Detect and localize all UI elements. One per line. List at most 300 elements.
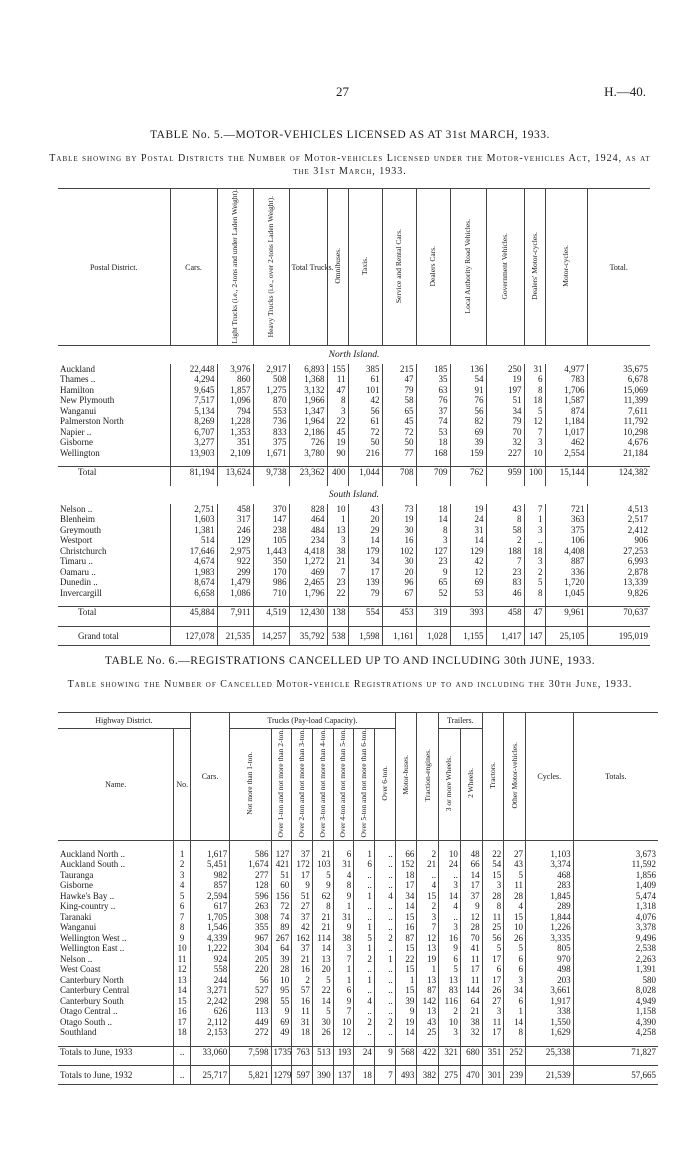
t5-header-omnibuses: Omnibuses.	[332, 248, 342, 285]
cell-value: 4	[439, 901, 461, 912]
cell-value: 1,368	[289, 374, 327, 385]
table-row	[58, 535, 650, 546]
cell-value: 124,382	[587, 467, 650, 478]
cell-value: 25,717	[190, 1066, 229, 1085]
cell-value: 3	[439, 880, 461, 891]
cell-value: 79	[348, 588, 382, 599]
cell-value: 721	[545, 504, 587, 515]
table-row	[58, 1017, 658, 1028]
cell-value: 25	[482, 922, 504, 933]
cell-value: 7	[327, 567, 348, 578]
cell-value: 1	[354, 891, 375, 902]
table-row	[58, 891, 658, 902]
cell-value: 3,132	[289, 385, 327, 396]
spacer-row	[58, 618, 650, 627]
cell-value: 21	[292, 954, 313, 965]
cell-value: 709	[416, 467, 450, 478]
cell-value: 15,069	[587, 385, 650, 396]
row-label: Greymouth	[60, 524, 101, 535]
cell-value: 1,318	[573, 901, 658, 912]
cell-value: 3,976	[217, 364, 253, 375]
cell-value: 453	[382, 607, 416, 618]
t6-header-cycles: Cycles.	[526, 713, 574, 841]
cell-value: 422	[417, 1046, 439, 1057]
cell-value: 3	[439, 922, 461, 933]
cell-value: 4	[374, 891, 395, 902]
cell-value: 34	[486, 406, 524, 417]
cell-value: 18	[524, 395, 545, 406]
cell-value: 2	[354, 1017, 375, 1028]
cell-value: 39	[450, 437, 486, 448]
row-label: Southland	[60, 1027, 97, 1038]
cell-value: 1,587	[545, 395, 587, 406]
cell-value: ..	[354, 912, 375, 923]
cell-value: 1,603	[170, 514, 217, 525]
row-label: Gisborne	[60, 437, 93, 448]
cell-value: 336	[545, 567, 587, 578]
row-label: Otago Central ..	[60, 1006, 118, 1017]
cell-value: 2,242	[190, 996, 229, 1007]
table-row	[58, 922, 658, 933]
table-row	[58, 849, 658, 860]
cell-value: 5	[312, 975, 333, 986]
cell-value: 18	[524, 546, 545, 557]
t6-header-tractors: Tractors.	[487, 761, 497, 789]
row-label: Total	[58, 607, 170, 618]
t5-header-light-trucks: Light Trucks (i.e., 2-tons and under Laden Weight).	[230, 189, 239, 344]
cell-value: 234	[289, 535, 327, 546]
cell-value: 34	[504, 985, 526, 996]
t6-group-trucks: Trucks (Pay-load Capacity).	[230, 713, 396, 729]
cell-value: 857	[190, 880, 229, 891]
cell-value: 10	[327, 504, 348, 515]
total-row-south	[58, 607, 650, 618]
table-row	[58, 364, 650, 375]
cell-value: 10	[333, 1017, 354, 1028]
t5-header-cars: Cars.	[170, 189, 217, 346]
cell-value: 70	[486, 427, 524, 438]
cell-value: 23	[486, 567, 524, 578]
cell-value: 129	[450, 546, 486, 557]
table5-title: TABLE No. 5.—MOTOR-VEHICLES LICENSED AS AT 31st MARCH, 1933.	[150, 129, 550, 141]
cell-value: 2,917	[253, 364, 289, 375]
cell-value: 19	[395, 1017, 417, 1028]
row-number: 16	[174, 1006, 191, 1017]
cell-value: 4,258	[573, 1027, 658, 1038]
cell-value: 95	[271, 985, 292, 996]
cell-value: 982	[190, 870, 229, 881]
cell-value: 14	[395, 901, 417, 912]
cell-value: 1,184	[545, 416, 587, 427]
cell-value: ..	[354, 870, 375, 881]
cell-value: 484	[289, 525, 327, 536]
cell-value: 13	[327, 525, 348, 536]
t6-header-totals: Totals.	[573, 713, 658, 841]
cell-value: 79	[382, 385, 416, 396]
cell-value: 22	[482, 849, 504, 860]
row-label: Canterbury South	[60, 995, 124, 1006]
region-label: South Island.	[328, 489, 380, 500]
cell-value: 252	[504, 1046, 526, 1057]
cell-value: 14	[395, 1027, 417, 1038]
row-label: Canterbury Central	[60, 985, 130, 996]
cell-value: ..	[374, 880, 395, 891]
cell-value: 1	[354, 975, 375, 986]
cell-value: ..	[374, 1027, 395, 1038]
t5-header-heavy-trucks: Heavy Trucks (i.e., over 2-tons Laden Weight).	[266, 195, 275, 337]
cell-value: 64	[271, 943, 292, 954]
cell-value: 13	[312, 954, 333, 965]
cell-value: 12	[417, 933, 439, 944]
cell-value: 3,374	[526, 859, 574, 870]
cell-value: 11,399	[587, 395, 650, 406]
cell-value: 1,796	[289, 588, 327, 599]
cell-value: 17	[482, 1027, 504, 1038]
cell-value: 13	[417, 943, 439, 954]
cell-value: 554	[348, 607, 382, 618]
cell-value: 23	[327, 577, 348, 588]
t6-header-3wheels: 3 or more Wheels.	[444, 755, 454, 811]
cell-value: 906	[587, 535, 650, 546]
table-row	[58, 546, 650, 557]
row-label: Hamilton	[60, 384, 94, 395]
cell-value: 18	[416, 437, 450, 448]
cell-value: 17	[348, 567, 382, 578]
cell-value: 51	[271, 870, 292, 881]
cell-value: 7	[333, 954, 354, 965]
cell-value: 70	[460, 933, 482, 944]
cell-value: 3	[333, 943, 354, 954]
cell-value: 9	[395, 1006, 417, 1017]
cell-value: 351	[217, 437, 253, 448]
cell-value: 5	[504, 943, 526, 954]
cell-value: 77	[382, 448, 416, 459]
cell-value: 3	[327, 535, 348, 546]
cell-value: 238	[253, 525, 289, 536]
cell-value: 8	[504, 1027, 526, 1038]
cell-value: 1	[354, 943, 375, 954]
cell-value: 72	[271, 901, 292, 912]
cell-value: 2,186	[289, 427, 327, 438]
cell-value: 14	[460, 870, 482, 881]
cell-value: 6	[504, 996, 526, 1007]
cell-value: 1,158	[573, 1006, 658, 1017]
cell-value: 5	[524, 406, 545, 417]
cell-value: 39	[395, 996, 417, 1007]
cell-value: 14	[416, 514, 450, 525]
t6-header-over6ton: Over 6-ton.	[379, 765, 389, 801]
cell-value: 20	[312, 964, 333, 975]
table-row	[58, 525, 650, 536]
cell-value: 2	[486, 535, 524, 546]
cell-value: 8,674	[170, 577, 217, 588]
cell-value: 12,430	[289, 607, 327, 618]
page-number: 27	[336, 84, 349, 99]
cell-value: 469	[289, 567, 327, 578]
cell-value: 57,665	[573, 1066, 658, 1085]
cell-value: 1,966	[289, 395, 327, 406]
cell-value: ..	[374, 859, 395, 870]
cell-value: 3	[524, 437, 545, 448]
cell-value: 69	[271, 1017, 292, 1028]
row-label: Canterbury North	[60, 974, 124, 985]
cell-value: 15	[504, 912, 526, 923]
cell-value: 11	[504, 880, 526, 891]
cell-value: 2,517	[587, 514, 650, 525]
region-row	[58, 346, 650, 364]
cell-value: 15,144	[545, 467, 587, 478]
cell-value: 1,044	[348, 467, 382, 478]
cell-value: 9	[374, 1046, 395, 1057]
cell-value: 1,347	[289, 406, 327, 417]
cell-value: 2,109	[217, 448, 253, 459]
cell-value: 17,646	[170, 546, 217, 557]
cell-value: 27	[504, 849, 526, 860]
cell-value: 400	[327, 467, 348, 478]
cell-value: 105	[253, 535, 289, 546]
cell-value: 2	[354, 954, 375, 965]
t6-header-1ton: Not more than 1-ton.	[245, 751, 255, 815]
cell-value: 351	[482, 1046, 504, 1057]
cell-value: 58	[486, 525, 524, 536]
cell-value: ..	[354, 1027, 375, 1038]
cell-value: 13	[417, 1006, 439, 1017]
row-number: 13	[174, 975, 191, 986]
cell-value: 35,675	[587, 364, 650, 375]
cell-value: ..	[439, 912, 461, 923]
cell-value: 17	[460, 964, 482, 975]
cell-value: 9	[312, 880, 333, 891]
cell-value: 4	[504, 901, 526, 912]
cell-value: 9,826	[587, 588, 650, 599]
cell-value: 3,335	[526, 933, 574, 944]
cell-value: 558	[190, 964, 229, 975]
cell-value: 5	[482, 943, 504, 954]
cell-value: 48	[460, 849, 482, 860]
cell-value: 321	[439, 1046, 461, 1057]
cell-value: 275	[439, 1066, 461, 1085]
cell-value: 967	[230, 933, 271, 944]
row-number: 17	[174, 1017, 191, 1028]
cell-value: 370	[253, 504, 289, 515]
cell-value: 6,993	[587, 556, 650, 567]
cell-value: 246	[217, 525, 253, 536]
t6-header-5ton: Over 4-ton and not more than 5-ton.	[338, 729, 348, 838]
cell-value: 27,253	[587, 546, 650, 557]
cell-value: 42	[450, 556, 486, 567]
cell-value: 24	[354, 1046, 375, 1057]
cell-value: 38	[460, 1017, 482, 1028]
cell-value: 29	[348, 525, 382, 536]
table-row	[58, 556, 650, 567]
table-row	[58, 954, 658, 965]
cell-value: 4,519	[253, 607, 289, 618]
cell-value: 56	[230, 975, 271, 986]
cell-value: 464	[289, 514, 327, 525]
cell-value: 72	[382, 427, 416, 438]
cell-value: 8,028	[573, 985, 658, 996]
row-label: Wellington West ..	[60, 932, 127, 943]
cell-value: 32	[486, 437, 524, 448]
cell-value: 79	[486, 416, 524, 427]
row-label: Wellington East ..	[60, 943, 125, 954]
cell-value: 7	[524, 504, 545, 515]
t5-header-taxis: Taxis.	[360, 257, 369, 276]
cell-value: 272	[230, 1027, 271, 1038]
region-row	[58, 486, 650, 504]
cell-value: 3	[416, 535, 450, 546]
row-label: New Plymouth	[60, 395, 115, 406]
table-row	[58, 437, 650, 448]
cell-value: 3,271	[190, 985, 229, 996]
table-row	[58, 985, 658, 996]
cell-value: 8	[416, 525, 450, 536]
row-number: 14	[174, 985, 191, 996]
region-label: North Island.	[328, 349, 380, 360]
cell-value: 14,257	[253, 626, 289, 645]
cell-value: 267	[271, 933, 292, 944]
cell-value: 17	[482, 954, 504, 965]
cell-value: 11	[292, 1006, 313, 1017]
cell-value: 51	[292, 891, 313, 902]
cell-value: 1	[354, 922, 375, 933]
cell-value: 19	[486, 374, 524, 385]
cell-value: 195,019	[587, 626, 650, 645]
cell-value: 76	[450, 395, 486, 406]
spacer-row	[58, 598, 650, 607]
spacer-row	[58, 478, 650, 486]
cell-value: 46	[486, 588, 524, 599]
cell-value: 1,417	[486, 626, 524, 645]
table5	[58, 188, 650, 646]
cell-value: 56	[450, 406, 486, 417]
table-row	[58, 1006, 658, 1017]
cell-value: 3,277	[170, 437, 217, 448]
cell-value: 710	[253, 588, 289, 599]
cell-value: 5	[312, 870, 333, 881]
cell-value: 3	[327, 406, 348, 417]
table-row	[58, 514, 650, 525]
cell-value: 568	[395, 1046, 417, 1057]
cell-value: 2	[524, 567, 545, 578]
cell-value: 4,977	[545, 364, 587, 375]
cell-value: 1,103	[526, 849, 574, 860]
spacer-row	[58, 458, 650, 467]
t5-header-service-cars: Service and Rental Cars.	[394, 229, 403, 304]
cell-value: 57	[292, 985, 313, 996]
cell-value: 874	[545, 406, 587, 417]
cell-value: 250	[486, 364, 524, 375]
cell-value: 870	[253, 395, 289, 406]
cell-value: 1,222	[190, 943, 229, 954]
cell-value: 1,674	[230, 859, 271, 870]
cell-value: 9	[416, 567, 450, 578]
cell-value: ..	[374, 901, 395, 912]
cell-value: 6	[482, 964, 504, 975]
cell-value: 24	[450, 514, 486, 525]
cell-value: 52	[416, 588, 450, 599]
cell-value: 513	[312, 1046, 333, 1057]
cell-value: ..	[374, 975, 395, 986]
cell-value: 27	[482, 996, 504, 1007]
cell-value: 19	[382, 514, 416, 525]
table-row	[58, 1027, 658, 1038]
cell-value: 2	[292, 975, 313, 986]
cell-value: 106	[545, 535, 587, 546]
cell-value: 138	[327, 607, 348, 618]
cell-value: 114	[312, 933, 333, 944]
cell-value: 103	[312, 859, 333, 870]
cell-value: 113	[230, 1006, 271, 1017]
t6-header-no: No.	[174, 729, 191, 841]
cell-value: 14	[312, 996, 333, 1007]
cell-value: 959	[486, 467, 524, 478]
cell-value: ..	[417, 870, 439, 881]
t6-header-name: Name.	[58, 729, 174, 841]
cell-value: 1,086	[217, 588, 253, 599]
cell-value: 1,983	[170, 567, 217, 578]
row-label: Taranaki	[60, 911, 92, 922]
table-row	[58, 374, 650, 385]
cell-value: 4,513	[587, 504, 650, 515]
page-header	[0, 84, 700, 100]
cell-value: 54	[450, 374, 486, 385]
cell-value: 9	[460, 901, 482, 912]
cell-value: 5,451	[190, 859, 229, 870]
cell-value: 15	[395, 985, 417, 996]
cell-value: ..	[374, 964, 395, 975]
cell-value: 37	[292, 912, 313, 923]
cell-value: 2,112	[190, 1017, 229, 1028]
cell-value: 56	[348, 406, 382, 417]
row-label: Oamaru ..	[60, 566, 96, 577]
cell-value: 1,045	[545, 588, 587, 599]
cell-value: 6,893	[289, 364, 327, 375]
cell-value: 142	[417, 996, 439, 1007]
cell-value: 924	[190, 954, 229, 965]
cell-value: 597	[292, 1066, 313, 1085]
cell-value: 5,134	[170, 406, 217, 417]
cell-value: 375	[253, 437, 289, 448]
cell-value: 64	[460, 996, 482, 1007]
cell-value: 553	[253, 406, 289, 417]
cell-value: 350	[253, 556, 289, 567]
cell-value: 20	[348, 514, 382, 525]
row-number: ..	[174, 1046, 191, 1057]
cell-value: 3,780	[289, 448, 327, 459]
row-number: 10	[174, 943, 191, 954]
cell-value: 11	[460, 954, 482, 965]
cell-value: 162	[292, 933, 313, 944]
cell-value: 2	[374, 933, 395, 944]
row-label: Auckland North ..	[60, 848, 125, 859]
table-row	[58, 416, 650, 427]
cell-value: ..	[374, 849, 395, 860]
cell-value: 9	[271, 1006, 292, 1017]
cell-value: 25,338	[526, 1046, 574, 1057]
cell-value: 970	[526, 954, 574, 965]
cell-value: 2,751	[170, 504, 217, 515]
row-label: Grand total	[58, 626, 170, 645]
cell-value: 45	[327, 427, 348, 438]
cell-value: 129	[217, 535, 253, 546]
cell-value: 15	[395, 964, 417, 975]
table-row	[58, 933, 658, 944]
cell-value: 6	[354, 859, 375, 870]
cell-value: 216	[348, 448, 382, 459]
cell-value: 4,674	[170, 556, 217, 567]
cell-value: 31	[333, 912, 354, 923]
